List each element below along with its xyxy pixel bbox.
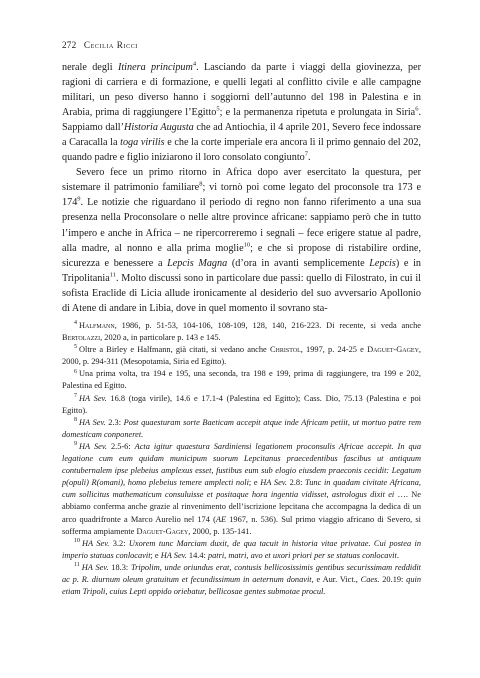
footnote-ref: 5 — [216, 105, 220, 113]
body-paragraph-2: Severo fece un primo ritorno in Africa dopo aver esercitato la questura, per sistemare il patrimonio familiare$^8$; vi tornò poi come legato del proconsole tra 173 e $174^9$. Le notizie che riguardano il periodo di regno non fanno riferimento a una sua presenza nella Proconsolare o nelle altre province africane: sappiamo però che in tutto l’impero e anche in Africa – ne ripercorreremo i segnali – fece erigere statue al padre, alla madre, al nonno e alla prima moglie$^{10}$; e che si propose di ristabilire ordine, sicurezza e benessere a Lepcis Magna (d’ora in avanti semplicemente Lepcis) e in Tripolitania$^{11}$. Molto discussi sono in particolare due passi: quello di Filostrato, in cui il sofista Eraclide di Licia allude ironicamente al desiderio del suo avversario Apollonio di Atene di andare in Libia, dove in quel momento il sovrano sta- — [62, 167, 422, 314]
footnote-ref: 11 — [109, 271, 116, 279]
footnote-6: $^6$ Una prima volta, tra 194 e 195, una seconda, tra 198 e 199, prima di raggiungere, tra 199 e 202, Palestina ed Egitto. — [62, 368, 421, 391]
footnote-ref: 6 — [415, 105, 419, 113]
footnote-ref: 4 — [192, 60, 197, 68]
main-text — [62, 60, 421, 316]
footnote-ref: 8 — [199, 180, 203, 188]
footnote-9: $^9$ HA Sev. 2.5-6: Acta igitur quaestura Sardiniensi legationem proconsulis Africae accepit. In qua legatione cum eum quidam municipum suorum Lepcitanus praecedentibus fascibus ut antiquum contubernalem ipse plebeius amplexus esset, fustibus eum sub elogio eiusdem praeconis cecidit: Legatum p(opuli) R(omani), homo plebeius temere amplecti noli; e HA Sev. 2.8: Tunc in quadam civitate Africana, cum sollicitus mathematicum consuluisse et positaque hora ingentia vidisset, astrologus dixit ei …. Ne abbiamo conferma anche grazie al rinvenimento dell’iscrizione lepcitana che accompagna la dedica di un arco quadrifronte a Marco Aurelio nel 174 (AE 1967, n. 536). Sul primo viaggio africano di Severo, si sofferma ampiamente Daguet-Gagey, 2000, p. 135-141. — [62, 441, 421, 536]
footnote-4: $^4$ Halfmann, 1986, p. 51-53, 104-106, 108-109, 128, 140, 216-223. Di recente, si veda anche Bertolazzi, 2020 a, in particolare p. 143 e 145. — [62, 320, 421, 343]
footnote-8: $^8$ HA Sev. 2.3: Post quaesturam sorte Baeticam accepit atque inde Africam petiit, ut mortuo patre rem domesticam conponeret. — [62, 416, 421, 439]
footnote-5: $^5$ Oltre a Birley e Halfmann, già citati, si vedano anche Christol, 1997, p. 24-25 e Daguet-Gagey, 2000, p. 294-311 (Mesopotamia, Siria ed Egitto). — [62, 344, 421, 367]
footnote-ref: 9 — [77, 196, 81, 204]
footnote-ref: 10 — [243, 241, 251, 249]
footnote-7: $^7$ HA Sev. 16.8 (toga virile), 14.6 e 17.1-4 (Palestina ed Egitto); Cass. Dio, 75.13 (Palestina e poi Egitto). — [62, 392, 421, 415]
running-head-author: Cecilia Ricci — [83, 40, 138, 50]
page-number: 272 — [62, 40, 77, 50]
footnotes — [62, 320, 421, 598]
running-head — [62, 40, 422, 50]
footnote-10: $^{10}$ HA Sev. 3.2: Uxorem tunc Marciam duxit, de qua tacuit in historia vitae privatae. Cui postea in imperio statuas conlocavit; e HA Sev. 14.4: patri, matri, avo et uxori priori per se statuas conlocavit. — [62, 537, 421, 560]
body-paragraph-1: nerale degli Itinera principum$^4$. Lasciando da parte i viaggi della giovinezza, per ragioni di carriera e di formazione, e quelli legati al conflitto civile e alle campagne militari, un peso diverso hanno i soggiorni dell’autunno del 198 in Palestina e in Arabia, prima di raggiungere l’Egitto$^5$; e la permanenza ripetuta e prolungata in Siria$^6$. Sappiamo dall’Historia Augusta che ad Antiochia, il 4 aprile 201, Severo fece indossare a Caracalla la toga virilis e che la corte imperiale era ancora lì il primo gennaio del 202, quando padre e figlio iniziarono il loro consolato congiunto$^7$. — [62, 60, 421, 164]
footnote-11: $^{11}$ HA Sev. 18.3: Tripolim, unde oriundus erat, contusis bellicosissimis gentibus securissimam reddidit ac p. R. diurnum oleum gratuitum et fecundissimum in aeternum donavit, e Aur. Vict., Caes. 20.19: quin etiam Tripoli, cuius Lepti oppido oriebatur, bellicosae gentes submotae procul. — [62, 562, 422, 597]
footnote-ref: 7 — [304, 150, 308, 158]
